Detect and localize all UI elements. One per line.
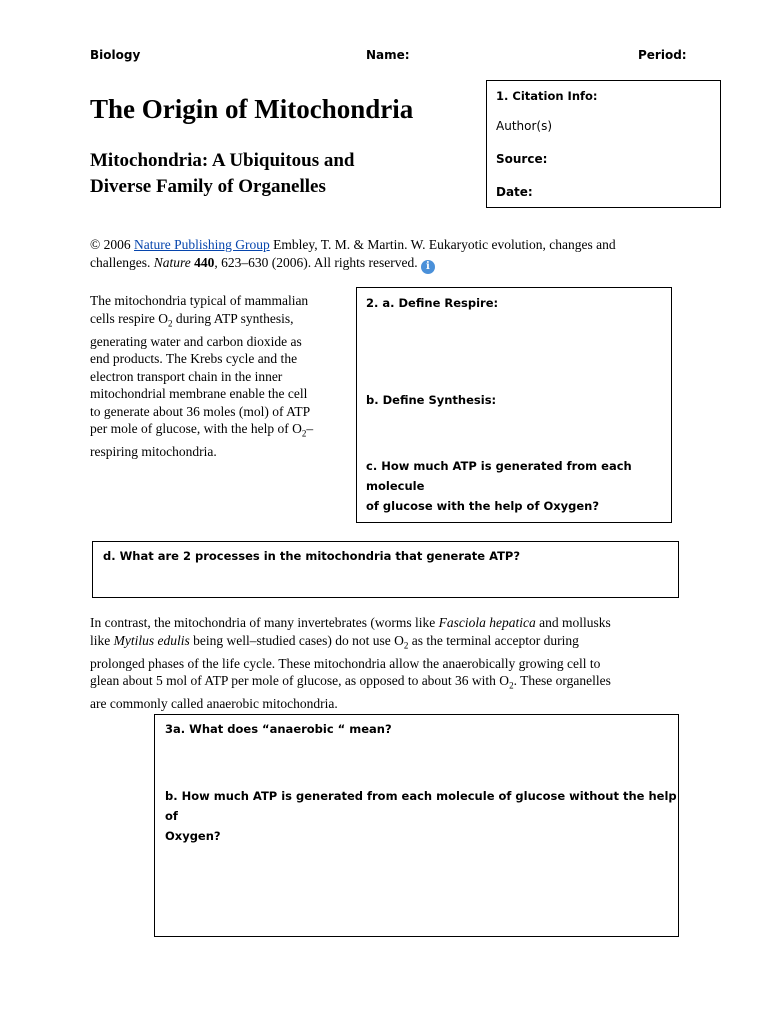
paragraph-line: electron transport chain in the inner bbox=[90, 368, 283, 384]
paragraph-line: prolonged phases of the life cycle. These mitochondria allow the anaerobically growing cell to bbox=[90, 655, 601, 671]
name-label: Name: bbox=[366, 48, 410, 62]
question-2b: b. Define Synthesis: bbox=[366, 393, 497, 407]
paragraph-line: mitochondrial membrane enable the cell bbox=[90, 386, 308, 402]
paragraph-line: per mole of glucose, with the help of $O_2-$ bbox=[90, 421, 314, 439]
author-label: Author(s) bbox=[496, 119, 553, 133]
paragraph-line: cells respire $O_2$ during ATP synthesis, bbox=[90, 310, 294, 329]
paragraph-line: respiring mitochondria. bbox=[90, 444, 217, 460]
paragraph-line: like Mytilus edulis being well–studied cases) do not use $O_2$ as the terminal acceptor during bbox=[90, 632, 579, 651]
subtitle-line-1: Mitochondria: A Ubiquitous and bbox=[90, 150, 355, 171]
citation-text: Embley, T. M. & Martin. W. Eukaryotic evolution, changes and challenges. bbox=[90, 237, 616, 270]
subject-label: Biology bbox=[90, 48, 141, 62]
paragraph-line: are commonly called anaerobic mitochondria. bbox=[90, 696, 338, 712]
question-3a: 3a. What does “anaerobic “ mean? bbox=[165, 722, 392, 736]
question-2a: 2. a. Define Respire: bbox=[366, 296, 499, 310]
copyright-symbol: © bbox=[90, 237, 101, 252]
subtitle-line-2: Diverse Family of Organelles bbox=[90, 176, 326, 197]
question-3-box[interactable] bbox=[154, 714, 679, 937]
contrast-paragraph bbox=[90, 614, 690, 713]
paragraph-line: glean about 5 mol of ATP per mole of glucose, as opposed to about 36 with $O_2$. These organelles bbox=[90, 673, 611, 691]
publisher-link[interactable]: Nature Publishing Group bbox=[134, 237, 270, 252]
journal-volume: 440 bbox=[194, 255, 215, 270]
citation-heading: 1. Citation Info: bbox=[496, 89, 598, 103]
page-subtitle bbox=[90, 148, 355, 200]
intro-paragraph bbox=[90, 292, 350, 461]
source-label: Source: bbox=[496, 152, 548, 166]
question-3b: b. How much ATP is generated from each molecule of glucose without the help of Oxygen? bbox=[165, 789, 677, 843]
period-label: Period: bbox=[638, 48, 687, 62]
journal-name: Nature bbox=[153, 255, 191, 270]
copyright-notice bbox=[90, 236, 670, 274]
citation-box[interactable] bbox=[486, 80, 721, 208]
question-2-box[interactable] bbox=[356, 287, 672, 523]
journal-pages: , 623–630 (2006). All rights reserved. bbox=[214, 255, 418, 270]
copyright-year: 2006 bbox=[103, 237, 131, 252]
paragraph-line: In contrast, the mitochondria of many invertebrates (worms like Fasciola hepatica and mollusks bbox=[90, 615, 611, 630]
paragraph-line: generating water and carbon dioxide as bbox=[90, 333, 302, 349]
info-icon[interactable]: i bbox=[421, 260, 435, 274]
paragraph-line: end products. The Krebs cycle and the bbox=[90, 351, 298, 367]
page-title: The Origin of Mitochondria bbox=[90, 94, 414, 124]
question-2d: d. What are 2 processes in the mitochondria that generate ATP? bbox=[103, 549, 521, 563]
paragraph-line: to generate about 36 moles (mol) of ATP bbox=[90, 403, 311, 419]
question-2c: c. How much ATP is generated from each molecule of glucose with the help of Oxygen? bbox=[366, 459, 632, 513]
date-label: Date: bbox=[496, 185, 533, 199]
question-2d-box[interactable] bbox=[92, 541, 679, 598]
paragraph-line: The mitochondria typical of mammalian bbox=[90, 293, 309, 308]
